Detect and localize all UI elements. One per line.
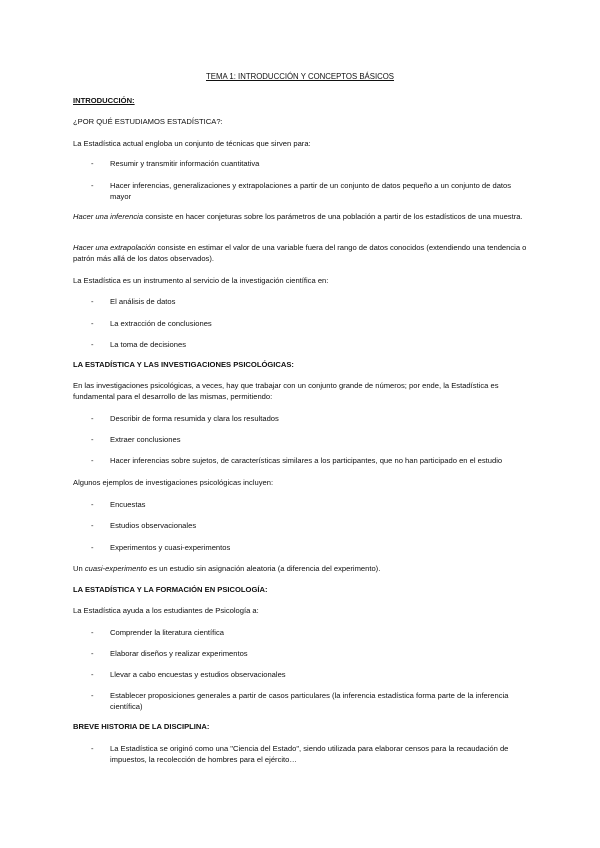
dash-bullet: - — [91, 744, 94, 753]
list-item-text: Resumir y transmitir información cuantitativa — [110, 159, 260, 168]
dash-bullet: - — [91, 649, 94, 658]
dash-bullet: - — [91, 500, 94, 509]
paragraph-1: La Estadística actual engloba un conjunto de técnicas que sirven para: — [73, 139, 311, 148]
dash-bullet: - — [91, 340, 94, 349]
dash-bullet: - — [91, 435, 94, 444]
dash-bullet: - — [91, 297, 94, 306]
list-item-text: Estudios observacionales — [110, 521, 197, 530]
page-title: TEMA 1: INTRODUCCIÓN Y CONCEPTOS BÁSICOS — [205, 72, 395, 81]
list-item-text: Hacer inferencias sobre sujetos, de características similares a los participantes, que no han participado en el estudio — [110, 456, 503, 465]
list-item-text: Llevar a cabo encuestas y estudios observacionales — [110, 670, 286, 679]
dash-bullet: - — [91, 543, 94, 552]
dash-bullet: - — [91, 670, 94, 679]
definition-text: es un estudio sin asignación aleatoria (a diferencia del experimento). — [146, 564, 381, 573]
paragraph-5: La Estadística ayuda a los estudiantes de Psicología a: — [73, 606, 259, 615]
term: Hacer una inferencia — [73, 212, 144, 221]
list-item-text: Comprender la literatura científica — [110, 628, 224, 637]
dash-bullet: - — [91, 414, 94, 423]
list-item-text: Describir de forma resumida y clara los resultados — [110, 414, 279, 423]
dash-bullet: - — [91, 181, 94, 190]
list-item-text: Extraer conclusiones — [110, 435, 181, 444]
definition-text: consiste en hacer conjeturas sobre los parámetros de una población a partir de los estadísticos de una muestra. — [143, 212, 523, 221]
term: Hacer una extrapolación — [73, 243, 156, 252]
dash-bullet: - — [91, 456, 94, 465]
list-item-text: El análisis de datos — [110, 297, 176, 306]
dash-bullet: - — [91, 159, 94, 168]
list-item-text: Elaborar diseños y realizar experimentos — [110, 649, 248, 658]
dash-bullet: - — [91, 691, 94, 700]
list-item-text: Establecer proposiciones generales a partir de casos particulares (la inferencia estadística forma parte de la inferencia científica) — [110, 691, 509, 711]
definition-prefix: Un — [73, 564, 85, 573]
list-item-text: Experimentos y cuasi-experimentos — [110, 543, 231, 552]
dash-bullet: - — [91, 319, 94, 328]
list-item-text: Encuestas — [110, 500, 146, 509]
extrapolation-definition — [73, 242, 528, 264]
list-item-text: La toma de decisiones — [110, 340, 186, 349]
paragraph-3: En las investigaciones psicológicas, a veces, hay que trabajar con un conjunto grande de números; por ende, la Estadística es fundamental para el desarrollo de las mismas, permitiendo: — [73, 381, 499, 401]
section-heading: LA ESTADÍSTICA Y LAS INVESTIGACIONES PSICOLÓGICAS: — [73, 360, 294, 369]
quasi-experiment-definition — [73, 563, 528, 574]
intro-heading: INTRODUCCIÓN: — [73, 96, 135, 105]
dash-bullet: - — [91, 521, 94, 530]
list-item-text: La Estadística se originó como una "Ciencia del Estado", siendo utilizada para elaborar censos para la recaudación de impuestos, la recolección de hombres para el ejército… — [110, 744, 509, 764]
section-heading: BREVE HISTORIA DE LA DISCIPLINA: — [73, 722, 210, 731]
list-item-text: Hacer inferencias, generalizaciones y extrapolaciones a partir de un conjunto de datos pequeño a un conjunto de datos mayor — [110, 181, 512, 201]
dash-bullet: - — [91, 628, 94, 637]
paragraph-2: La Estadística es un instrumento al servicio de la investigación científica en: — [73, 276, 329, 285]
list-item-text: La extracción de conclusiones — [110, 319, 212, 328]
paragraph-4: Algunos ejemplos de investigaciones psicológicas incluyen: — [73, 478, 274, 487]
question-heading: ¿POR QUÉ ESTUDIAMOS ESTADÍSTICA?: — [73, 117, 223, 126]
inference-definition — [73, 211, 528, 222]
term: cuasi-experimento — [84, 564, 147, 573]
definition-text: consiste en estimar el valor de una variable fuera del rango de datos conocidos (extendiendo una tendencia o patrón más allá de los datos observados). — [73, 243, 527, 263]
section-heading: LA ESTADÍSTICA Y LA FORMACIÓN EN PSICOLOGÍA: — [73, 585, 268, 594]
